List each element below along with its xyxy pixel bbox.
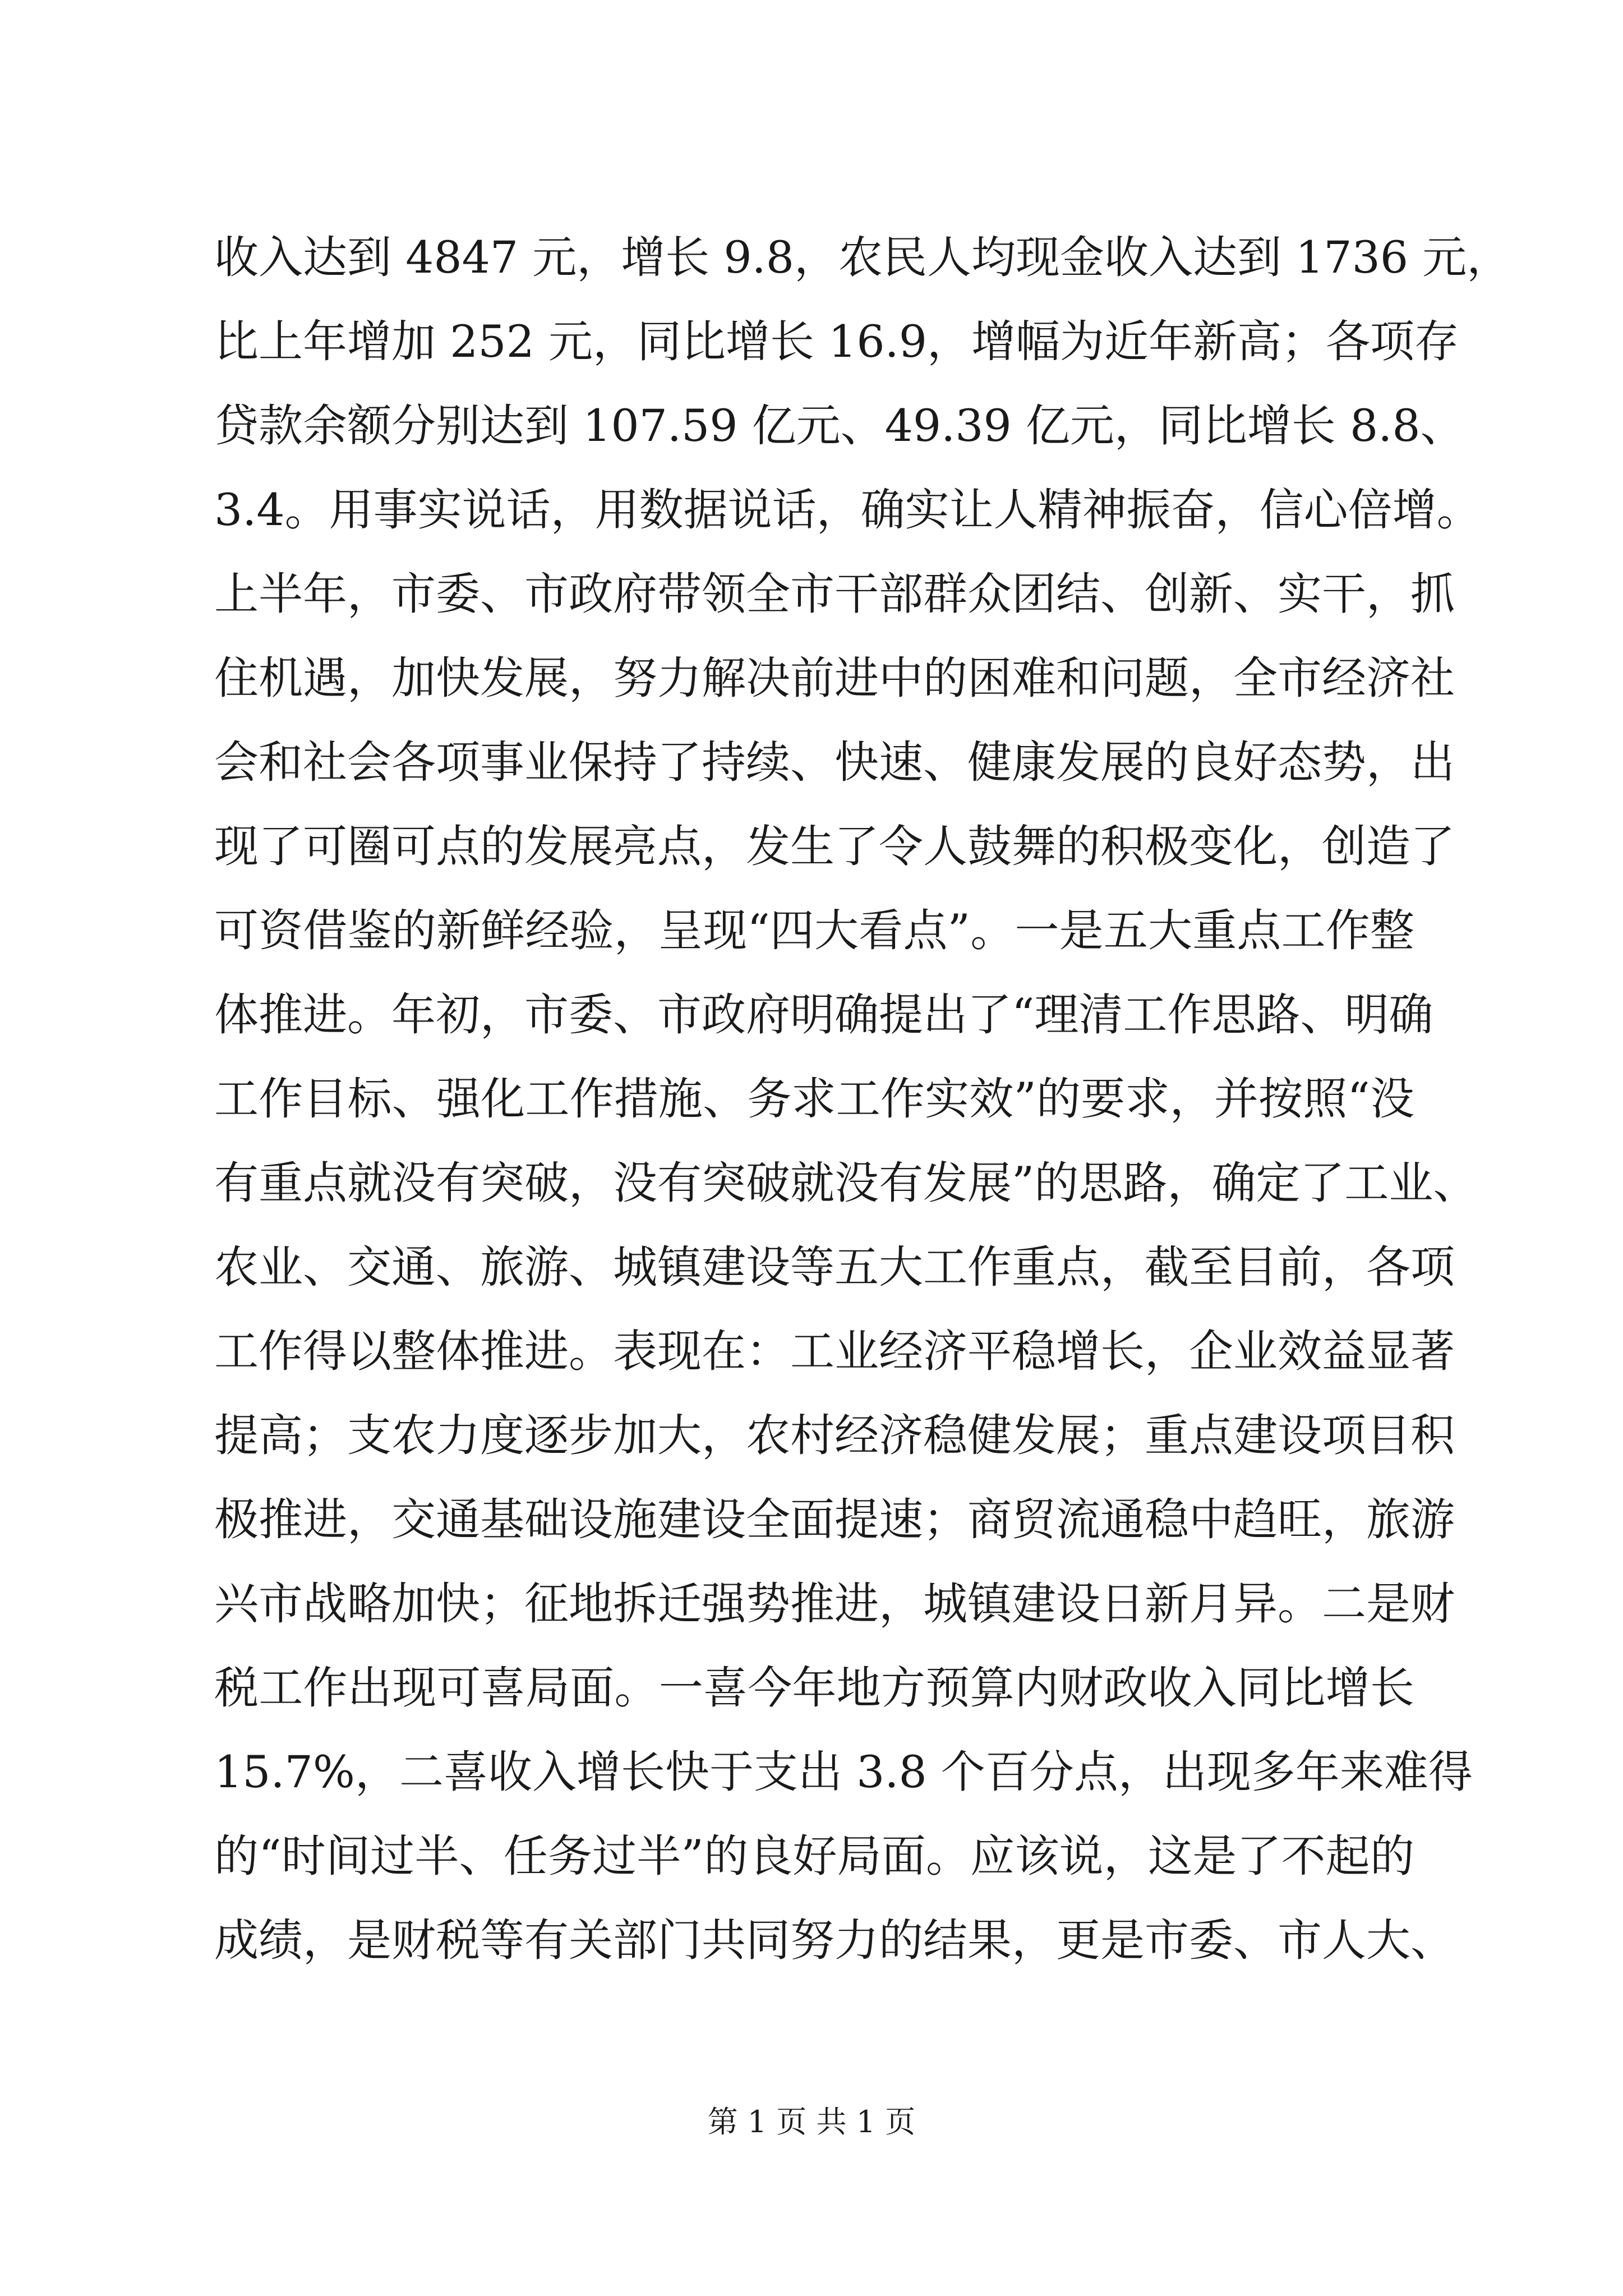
text-line: 极推进，交通基础设施建设全面提速；商贸流通稳中趋旺，旅游 [214,1494,1455,1545]
text-line: 现了可圈可点的发展亮点，发生了令人鼓舞的积极变化，创造了 [214,821,1455,872]
text-line: 农业、交通、旅游、城镇建设等五大工作重点，截至目前，各项 [214,1241,1455,1293]
text-line: 可资借鉴的新鲜经验，呈现“四大看点”。一是五大重点工作整 [214,905,1414,956]
text-line: 工作目标、强化工作措施、务求工作实效”的要求，并按照“没 [214,1073,1414,1125]
body-paragraph [214,215,1511,1982]
text-line: 的“时间过半、任务过半”的良好局面。应该说，这是了不起的 [214,1830,1414,1882]
page-footer: 第 1 页 共 1 页 [707,2104,916,2139]
text-line: 工作得以整体推进。表现在：工业经济平稳增长，企业效益显著 [214,1326,1455,1377]
text-line: 住机遇，加快发展，努力解决前进中的困难和问题，全市经济社 [214,652,1455,704]
text-line: 3.4。用事实说话，用数据说话，确实让人精神振奋，信心倍增。 [214,484,1481,536]
text-line: 15.7%，二喜收入增长快于支出 3.8 个百分点，出现多年来难得 [214,1746,1473,1798]
text-line: 兴市战略加快；征地拆迁强势推进，城镇建设日新月异。二是财 [214,1578,1455,1630]
text-line: 会和社会各项事业保持了持续、快速、健康发展的良好态势，出 [214,737,1455,788]
text-line: 体推进。年初，市委、市政府明确提出了“理清工作思路、明确 [214,989,1433,1041]
text-line: 有重点就没有突破，没有突破就没有发展”的思路，确定了工业、 [214,1157,1478,1209]
text-line: 贷款余额分别达到 107.59 亿元、49.39 亿元，同比增长 8.8、 [214,400,1465,452]
text-line: 成绩，是财税等有关部门共同努力的结果，更是市委、市人大、 [214,1915,1455,1966]
text-line: 比上年增加 252 元，同比增长 16.9，增幅为近年新高；各项存 [214,316,1459,367]
text-line: 提高；支农力度逐步加大，农村经济稳健发展；重点建设项目积 [214,1410,1455,1461]
text-line: 税工作出现可喜局面。一喜今年地方预算内财政收入同比增长 [214,1662,1414,1714]
text-line: 收入达到 4847 元，增长 9.8，农民人均现金收入达到 1736 元， [214,232,1511,283]
text-line: 上半年，市委、市政府带领全市干部群众团结、创新、实干，抓 [214,568,1455,620]
